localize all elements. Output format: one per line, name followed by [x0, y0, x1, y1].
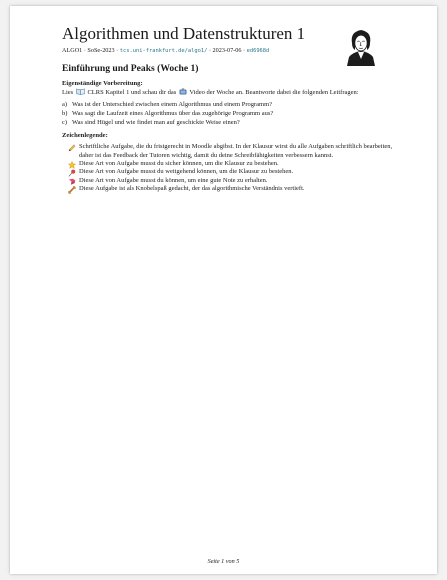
tv-icon: [179, 88, 187, 98]
question-text: Was ist der Unterschied zwischen einem Algorithmus und einem Programm?: [72, 101, 273, 109]
list-item: [62, 119, 395, 128]
document-title: Algorithmen und Datenstrukturen 1: [62, 24, 306, 43]
meta-separator: · 2023-07-06 ·: [207, 47, 247, 54]
legend-text: Schriftliche Aufgabe, die du fristgerecht in Moodle abgibst. In der Klausur wirst du alle Aufgaben schriftlich bearbeiten, daher ist das Feedback der Tutoren wichtig, damit du deine Schreibfähigkeiten verbessern kannst.: [79, 143, 393, 159]
list-item: [68, 185, 395, 193]
preparation-text-part: Lies: [62, 89, 75, 96]
meta-url[interactable]: tcs.uni-frankfurt.de/algo1/: [119, 48, 208, 54]
preparation-heading: Eigenständige Vorbereitung:: [62, 80, 143, 87]
bone-icon: [68, 186, 76, 197]
meta-hash: ed6968d: [246, 48, 270, 54]
pencil-icon: [68, 144, 76, 155]
meta-prefix: ALGO1 · SoSe-2023 ·: [62, 47, 120, 54]
legend-text: Diese Art von Aufgabe musst du können, um eine gute Note zu erhalten.: [79, 176, 268, 184]
legend-list: [68, 143, 395, 193]
list-item: [68, 160, 395, 168]
question-marker: a): [62, 101, 68, 109]
list-item: [68, 177, 395, 185]
questions-list: [62, 101, 395, 127]
preparation-text: [62, 88, 395, 98]
preparation-text-part: Video der Woche an. Beantworte dabei die folgenden Leitfragen:: [187, 89, 359, 96]
preparation-text-part: CLRS Kapitel 1 und schau dir das: [85, 89, 178, 96]
goethe-portrait-icon: [341, 26, 381, 66]
list-item: [62, 101, 395, 110]
legend-text: Diese Aufgabe ist als Knobelspaß gedacht, der das algorithmische Verständnis vertieft.: [79, 185, 305, 193]
legend-text: Diese Art von Aufgabe musst du sicher können, um die Klausur zu bestehen.: [79, 160, 279, 167]
question-text: Was sagt die Laufzeit eines Algorithmus über das zugehörige Programm aus?: [72, 110, 274, 117]
book-icon: [76, 88, 85, 98]
question-marker: c): [62, 118, 68, 126]
section-title: Einführung und Peaks (Woche 1): [62, 63, 199, 74]
document-page: [10, 6, 437, 574]
list-item: [68, 168, 395, 176]
legend-heading: Zeichenlegende:: [62, 132, 108, 140]
legend-text: Diese Art von Aufgabe musst du weitgehend können, um die Klausur zu bestehen.: [79, 168, 294, 176]
list-item: [62, 110, 395, 119]
question-text: Was sind Hügel und wie findet man auf geschickte Weise einen?: [72, 118, 240, 126]
page-footer: Seite 1 von 5: [207, 558, 240, 565]
question-marker: b): [62, 110, 68, 117]
list-item: [68, 143, 395, 160]
